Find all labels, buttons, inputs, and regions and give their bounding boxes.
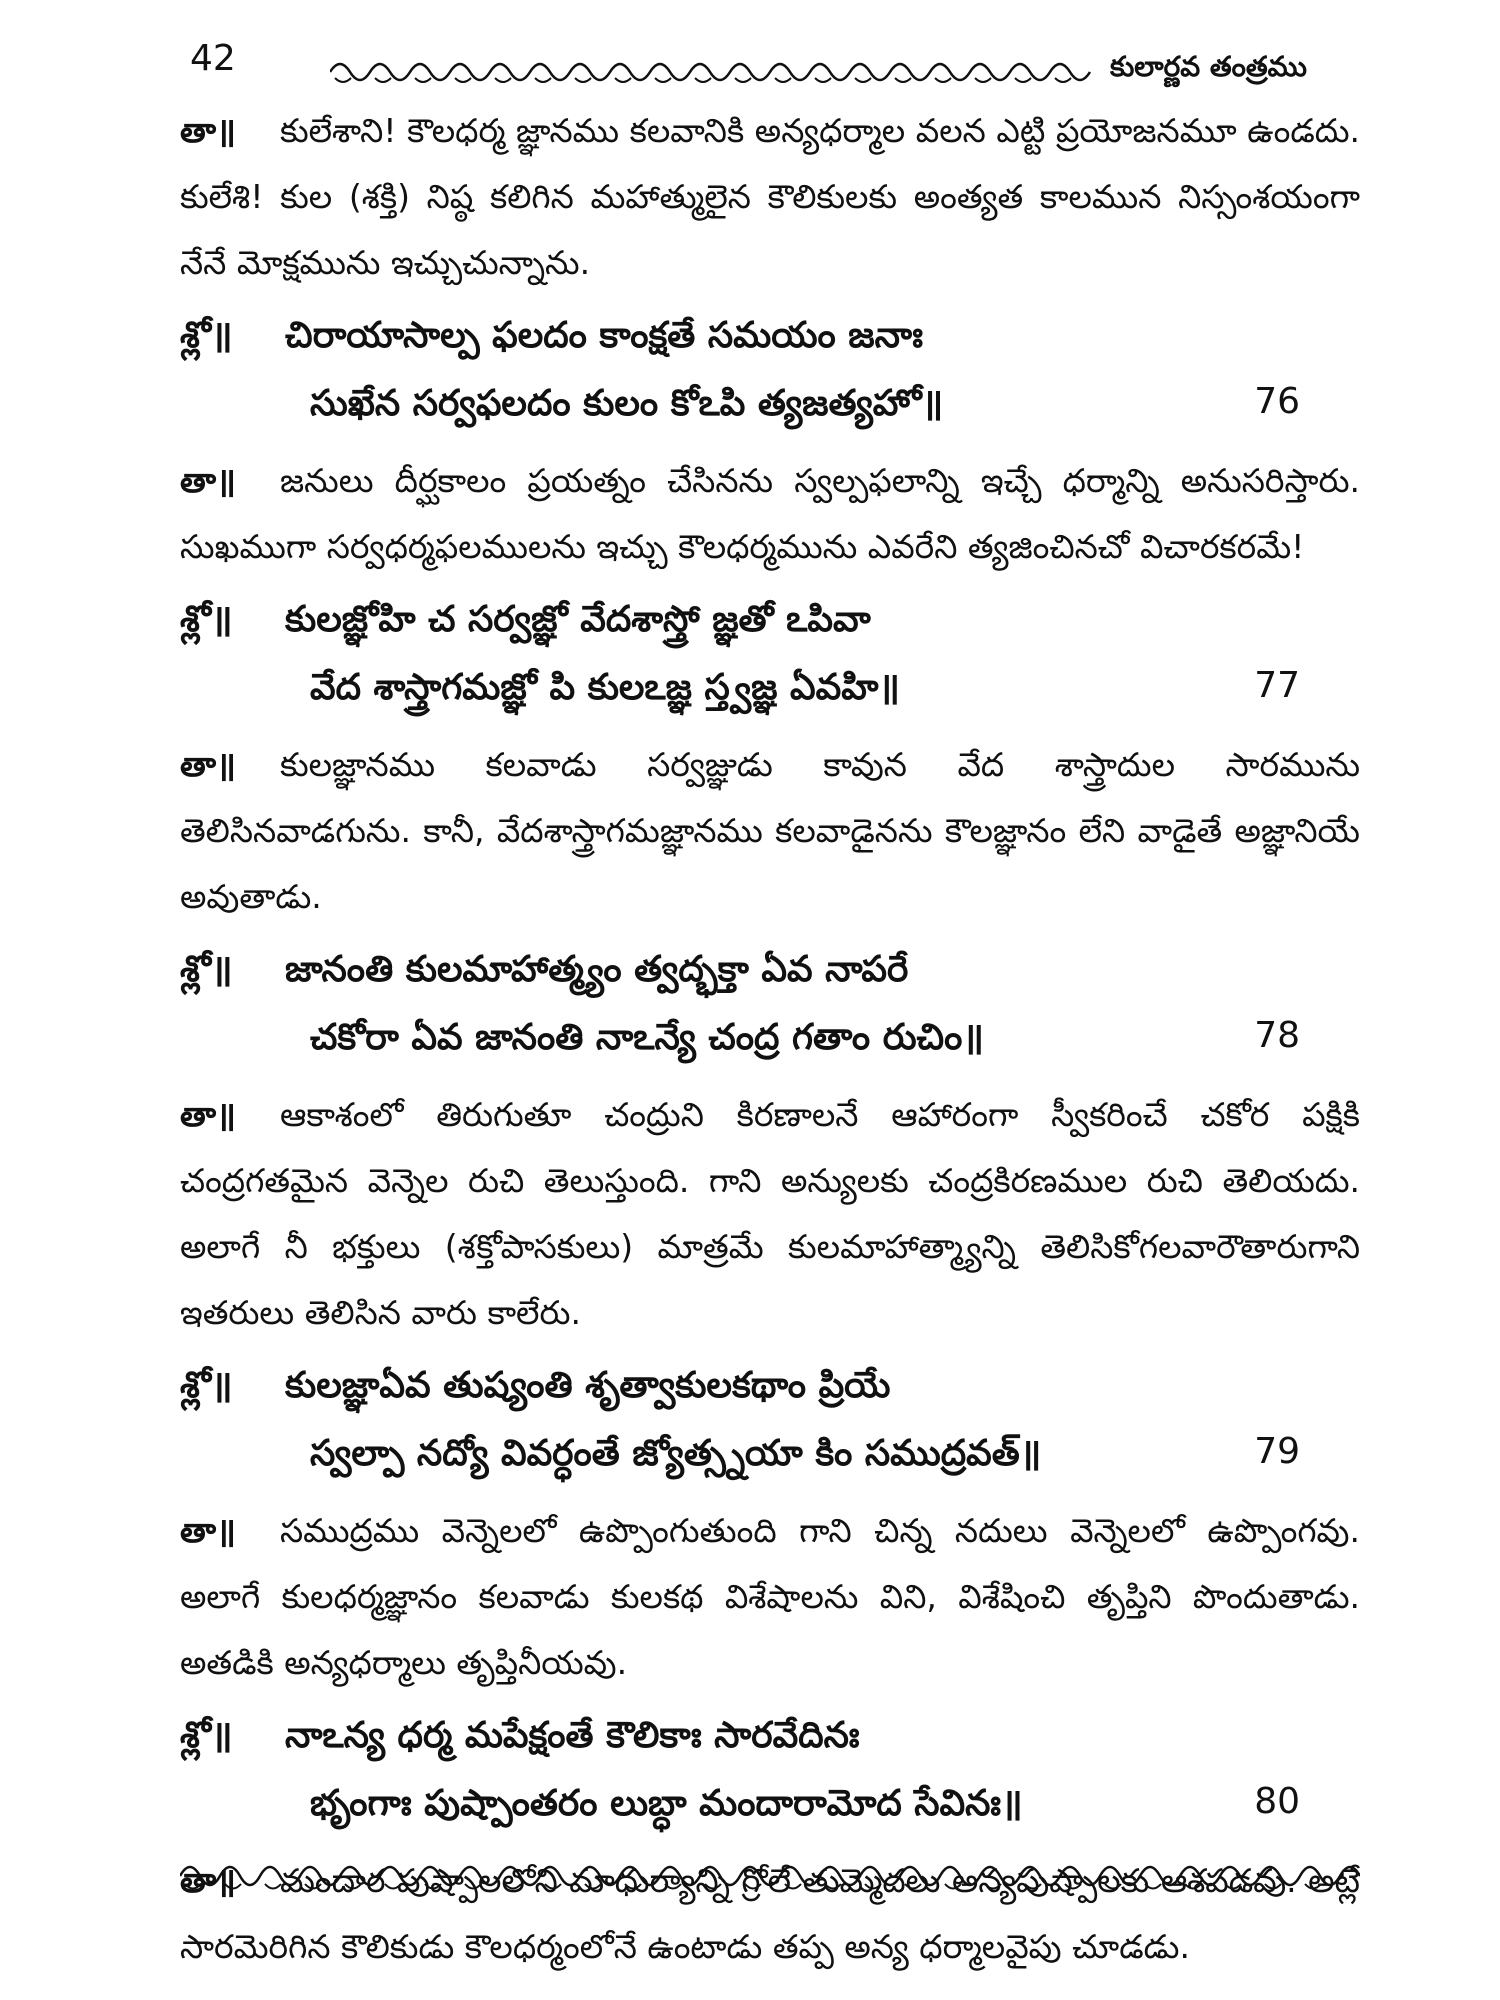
shloka-marker: శ్లో॥	[180, 315, 233, 356]
verse-line-2: స్వల్పా నద్యో వివర్ధంతే జ్యోత్స్నయా కిం సముద్రవత్॥	[310, 1433, 1042, 1474]
commentary-marker: తా॥	[180, 745, 236, 784]
shloka-marker: శ్లో॥	[180, 1715, 233, 1756]
shloka-marker: శ్లో॥	[180, 949, 233, 990]
verse-line-1: నాఽన్య ధర్మ మపేక్షంతే కౌలికాః సారవేదినః	[285, 1715, 860, 1756]
commentary-marker: తా॥	[180, 1511, 236, 1550]
verse-line-2: సుఖేన సర్వఫలదం కులం కోఽపి త్యజత్యహో॥	[310, 383, 944, 424]
commentary-text: సముద్రము వెన్నెలలో ఉప్పొంగుతుంది గాని చిన్న నదులు వెన్నెలలో ఉప్పొంగవు. అలాగే కులధర్మజ్ఞానం కలవాడు కులకథ విశేషాలను విని, విశేషించి తృప్తిని పొందుతాడు. అతడికి అన్యధర్మాలు తృప్తినీయవు.	[180, 1511, 1360, 1682]
commentary-marker: తా॥	[180, 111, 236, 150]
verse-80	[180, 1696, 1360, 1846]
verse-76	[180, 296, 1360, 446]
verse-78	[180, 930, 1360, 1080]
verse-number: 77	[1254, 665, 1300, 706]
verse-line-1: జానంతి కులమాహాత్మ్యం త్వద్భక్తా ఏవ నాపరే	[285, 949, 909, 990]
commentary-marker: తా॥	[180, 461, 236, 500]
page-content	[180, 96, 1360, 1980]
verse-number: 79	[1254, 1431, 1300, 1472]
verse-number: 76	[1254, 381, 1300, 422]
page-header	[180, 36, 1360, 96]
shloka-marker: శ్లో॥	[180, 599, 233, 640]
commentary-text: మందార పుష్పాలలోని మాధుర్యాన్ని గ్రోలే తుమ్మెదలు అన్యపుష్పాలకు ఆశపడవు. అట్లే సారమెరిగిన కౌలికుడు కౌలధర్మంలోనే ఉంటాడు తప్ప అన్య ధర్మాలవైపు చూడడు.	[180, 1861, 1360, 1966]
commentary-text: ఆకాశంలో తిరుగుతూ చంద్రుని కిరణాలనే ఆహారంగా స్వీకరించే చకోర పక్షికి చంద్రగతమైన వెన్నెల రుచి తెలుస్తుంది. గాని అన్యులకు చంద్రకిరణముల రుచి తెలియదు. అలాగే నీ భక్తులు (శక్తోపాసకులు) మాత్రమే కులమాహాత్మ్యాన్ని తెలిసికోగలవారౌతారుగాని ఇతరులు తెలిసిన వారు కాలేరు.	[180, 1095, 1360, 1332]
page-number: 42	[190, 38, 236, 79]
commentary-76	[180, 446, 1360, 580]
verse-77	[180, 580, 1360, 730]
verse-number: 80	[1254, 1781, 1300, 1822]
header-ornament	[330, 50, 1100, 90]
commentary-79	[180, 1496, 1360, 1696]
shloka-marker: శ్లో॥	[180, 1365, 233, 1406]
commentary-marker: తా॥	[180, 1095, 236, 1134]
verse-79	[180, 1346, 1360, 1496]
verse-line-2: చకోరా ఏవ జానంతి నాఽన్యే చంద్ర గతాం రుచిం॥	[310, 1017, 984, 1058]
verse-line-1: కులజ్ఞాఏవ తుష్యంతి శృత్వాకులకథాం ప్రియే	[285, 1365, 891, 1406]
commentary-text: జనులు దీర్ఘకాలం ప్రయత్నం చేసినను స్వల్పఫలాన్ని ఇచ్చే ధర్మాన్ని అనుసరిస్తారు. సుఖముగా సర్వధర్మఫలములను ఇచ్చు కౌలధర్మమును ఎవరేని త్యజించినచో విచారకరమే!	[180, 461, 1360, 566]
commentary-marker: తా॥	[180, 1861, 236, 1900]
verse-line-1: చిరాయాసాల్ప ఫలదం కాంక్షతే సమయం జనాః	[285, 315, 924, 356]
commentary-text: కులేశాని! కౌలధర్మ జ్ఞానము కలవానికి అన్యధర్మాల వలన ఎట్టి ప్రయోజనమూ ఉండదు. కులేశి! కుల (శక్తి) నిష్ఠ కలిగిన మహాత్ములైన కౌలికులకు అంత్యత కాలమున నిస్సంశయంగా నేనే మోక్షమును ఇచ్చుచున్నాను.	[180, 111, 1360, 282]
commentary-78	[180, 1080, 1360, 1346]
verse-line-1: కులజ్ఞోహి చ సర్వజ్ఞో వేదశాస్త్రో జ్ఞతో ఽపివా	[285, 599, 871, 640]
verse-line-2: భృంగాః పుష్పాంతరం లుబ్ధా మందారామోద సేవినః॥	[310, 1783, 1023, 1824]
book-title: కులార్ణవ తంత్రము	[1110, 50, 1307, 83]
intro-commentary	[180, 96, 1360, 296]
verse-number: 78	[1254, 1015, 1300, 1056]
commentary-text: కులజ్ఞానము కలవాడు సర్వజ్ఞుడు కావున వేద శాస్త్రాదుల సారమును తెలిసినవాడగును. కానీ, వేదశాస్త్రాగమజ్ఞానము కలవాడైనను కౌలజ్ఞానం లేని వాడైతే అజ్ఞానియే అవుతాడు.	[180, 745, 1360, 916]
footer-ornament	[180, 1850, 1360, 1900]
verse-line-2: వేద శాస్త్రాగమజ్ఞో పి కులఽజ్ఞ స్త్వజ్ఞ ఏవహి॥	[310, 667, 900, 708]
commentary-77	[180, 730, 1360, 930]
